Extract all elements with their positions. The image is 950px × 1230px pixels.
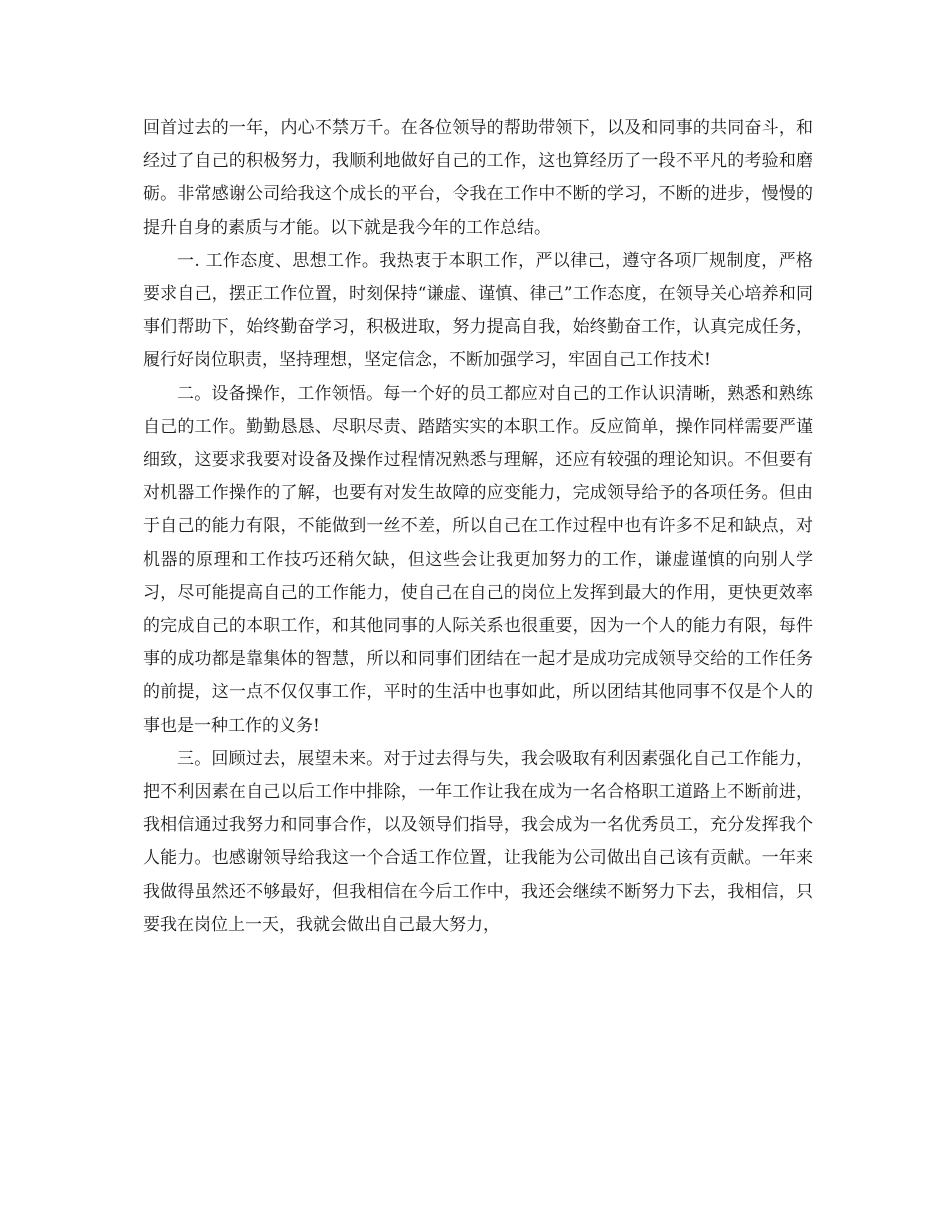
paragraph-intro: 回首过去的一年，内心不禁万千。在各位领导的帮助带领下，以及和同事的共同奋斗，和经过了自己的积极努力，我顺利地做好自己的工作，这也算经历了一段不平凡的考验和磨砺。非常感谢公司给我这个成长的平台，令我在工作中不断的学习，不断的进步，慢慢的提升自身的素质与才能。以下就是我今年的工作总结。 [143, 118, 813, 238]
paragraph-work-attitude: 一. 工作态度、思想工作。我热衷于本职工作，严以律己，遵守各项厂规制度，严格要求自己，摆正工作位置，时刻保持“谦虚、谨慎、律己”工作态度，在领导关心培养和同事们帮助下，始终勤奋学习，积极进取，努力提高自我，始终勤奋工作，认真完成任务，履行好岗位职责，坚持理想，坚定信念，不断加强学习，牢固自己工作技术! [143, 250, 813, 371]
document-body [143, 112, 813, 942]
paragraph-equipment-operation: 二。设备操作，工作领悟。每一个好的员工都应对自己的工作认识清晰，熟悉和熟练自己的工作。勤勤恳恳、尽职尽责、踏踏实实的本职工作。反应简单，操作同样需要严谨细致，这要求我要对设备及操作过程情况熟悉与理解，还应有较强的理论知识。不但要有对机器工作操作的了解，也要有对发生故障的应变能力，完成领导给予的各项任务。但由于自己的能力有限，不能做到一丝不差，所以自己在工作过程中也有许多不足和缺点，对机器的原理和工作技巧还稍欠缺，但这些会让我更加努力的工作，谦虚谨慎的向别人学习，尽可能提高自己的工作能力，使自己在自己的岗位上发挥到最大的作用，更快更效率的完成自己的本职工作，和其他同事的人际关系也很重要，因为一个人的能力有限，每件事的成功都是靠集体的智慧，所以和同事们团结在一起才是成功完成领导交给的工作任务的前提，这一点不仅仅事工作，平时的生活中也事如此，所以团结其他同事不仅是个人的事也是一种工作的义务! [143, 383, 813, 736]
paragraph-review-outlook: 三。回顾过去，展望未来。对于过去得与失，我会吸取有利因素强化自己工作能力，把不利因素在自己以后工作中排除，一年工作让我在成为一名合格职工道路上不断前进，我相信通过我努力和同事合作，以及领导们指导，我会成为一名优秀员工，充分发挥我个人能力。也感谢领导给我这一个合适工作位置，让我能为公司做出自己该有贡献。一年来我做得虽然还不够最好，但我相信在今后工作中，我还会继续不断努力下去，我相信，只要我在岗位上一天，我就会做出自己最大努力， [143, 748, 813, 935]
